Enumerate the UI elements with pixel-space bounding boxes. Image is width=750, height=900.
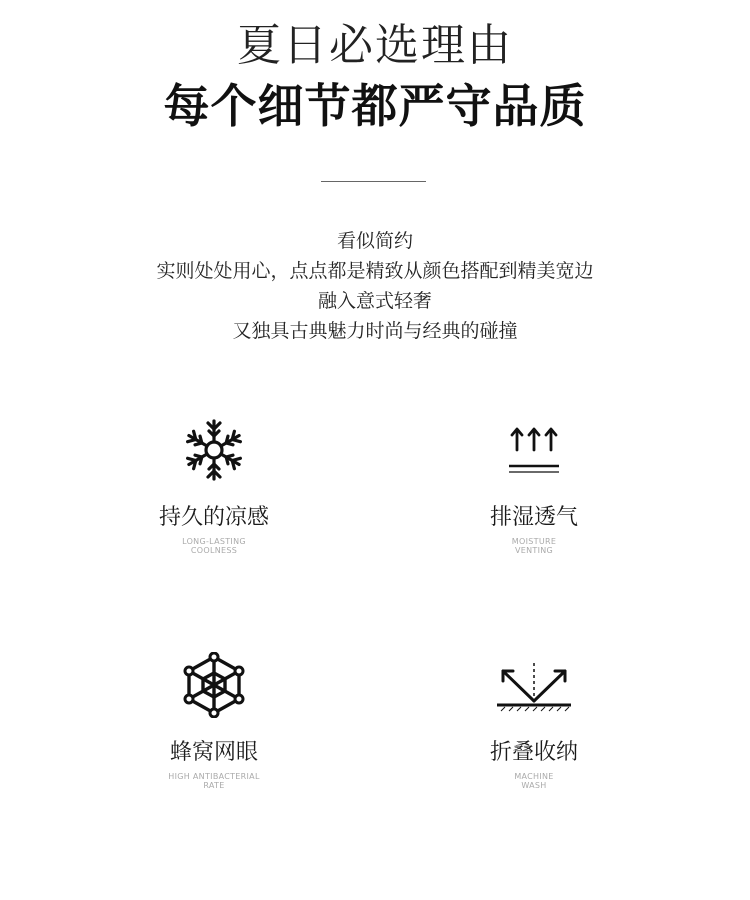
feature-label: 蜂窝网眼 [169, 740, 258, 765]
moisture-arrows-icon [434, 410, 634, 490]
feature-en-line2: VENTING [514, 546, 554, 555]
description-line-1: 看似简约 [336, 230, 413, 252]
page-subtitle: 每个细节都严守品质 [163, 79, 587, 133]
feature-en-line2: RATE [203, 781, 225, 790]
feature-label: 持久的凉感 [158, 505, 269, 530]
feature-en-line1: HIGH ANTIBACTERIAL [168, 772, 260, 781]
hexagon-mesh-icon [114, 645, 314, 725]
feature-en-line1: MACHINE [514, 772, 554, 781]
description-line-3: 融入意式轻奢 [317, 290, 432, 312]
page-title: 夏日必选理由 [237, 20, 513, 71]
divider [321, 181, 426, 182]
snowflake-icon [114, 410, 314, 490]
description-line-4: 又独具古典魅力时尚与经典的碰撞 [232, 320, 518, 342]
feature-label: 排湿透气 [489, 505, 578, 530]
description-line-2: 实则处处用心，点点都是精致从颜色搭配到精美宽边 [156, 260, 594, 282]
feature-label: 折叠收纳 [489, 740, 578, 765]
feature-en-line2: WASH [521, 781, 547, 790]
feature-en-line1: MOISTURE [511, 537, 557, 546]
reflection-icon [434, 645, 634, 725]
feature-en-line1: LONG-LASTING [182, 537, 246, 546]
feature-en-line2: COOLNESS [190, 546, 238, 555]
